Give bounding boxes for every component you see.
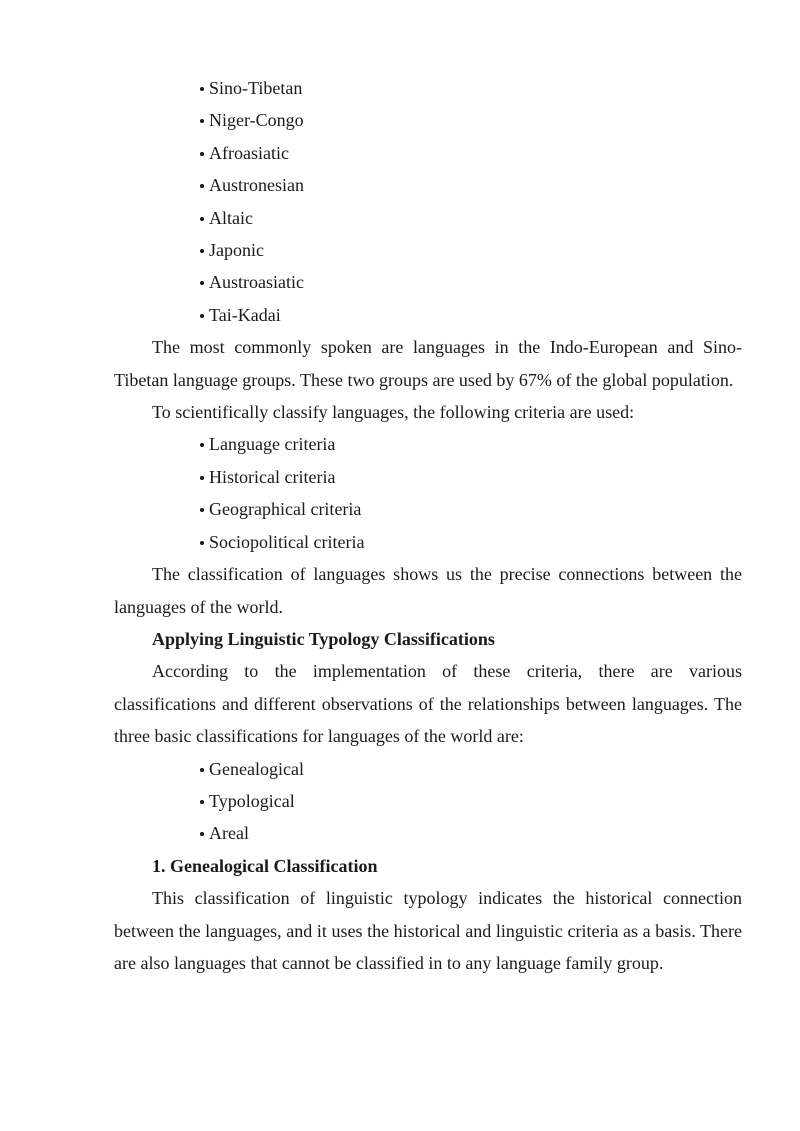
list-item: Areal <box>200 817 742 849</box>
list-item: Geographical criteria <box>200 493 742 525</box>
language-families-list <box>114 72 742 331</box>
paragraph-common-languages: The most commonly spoken are languages in the Indo-European and Sino-Tibetan language groups. These two groups are used by 67% of the global population. <box>114 337 742 390</box>
paragraph-genealogical: This classification of linguistic typology indicates the historical connection between the languages, and it uses the historical and linguistic criteria as a basis. There are also languages that cannot be classified in to any language family group. <box>114 888 742 973</box>
list-item: Tai-Kadai <box>200 299 742 331</box>
section-heading-genealogical: 1. Genealogical Classification <box>152 855 378 876</box>
list-item: Sino-Tibetan <box>200 72 742 104</box>
list-item: Language criteria <box>200 428 742 460</box>
list-item: Austronesian <box>200 169 742 201</box>
paragraph-according: According to the implementation of these criteria, there are various classifications and different observations of the relationships between languages. The three basic classifications for languages of the world are: <box>114 661 742 747</box>
paragraph-criteria-intro: To scientifically classify languages, the following criteria are used: <box>152 402 635 423</box>
list-item: Japonic <box>200 234 742 266</box>
list-item: Sociopolitical criteria <box>200 526 742 558</box>
list-item: Typological <box>200 785 742 817</box>
section-heading-applying: Applying Linguistic Typology Classifications <box>152 628 495 649</box>
paragraph-connections: The classification of languages shows us the precise connections between the languages of the world. <box>114 564 742 617</box>
list-item: Genealogical <box>200 753 742 785</box>
criteria-list <box>114 428 742 558</box>
classifications-list <box>114 753 742 850</box>
document-page <box>114 72 742 979</box>
list-item: Austroasiatic <box>200 266 742 298</box>
list-item: Niger-Congo <box>200 104 742 136</box>
list-item: Historical criteria <box>200 461 742 493</box>
list-item: Afroasiatic <box>200 137 742 169</box>
list-item: Altaic <box>200 202 742 234</box>
